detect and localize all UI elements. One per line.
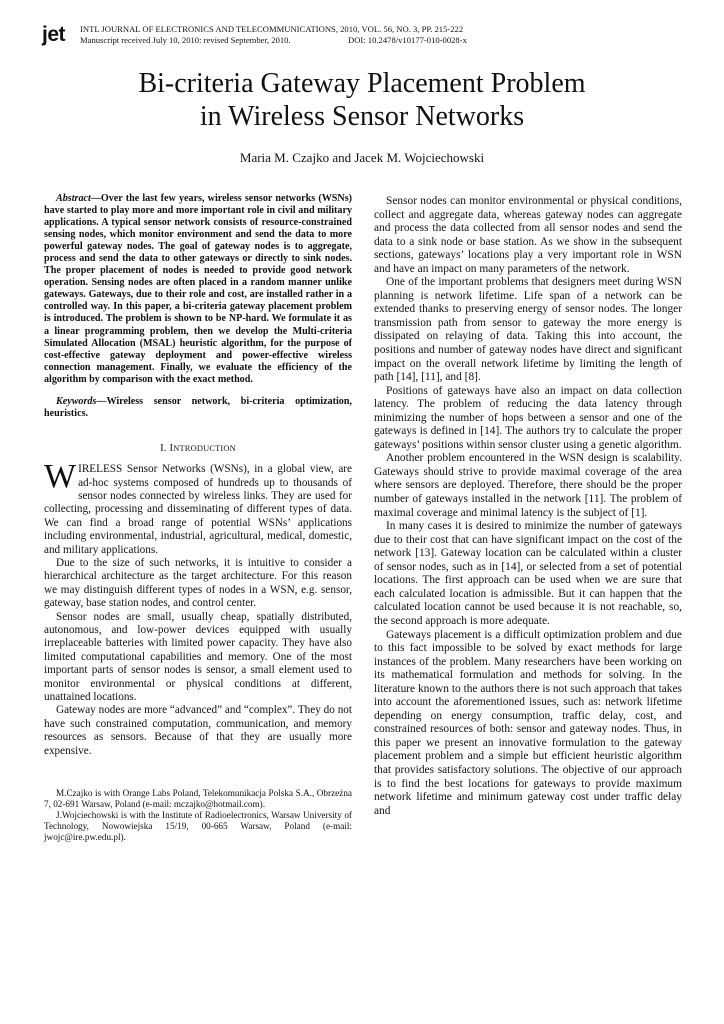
right-paragraph-3: Positions of gateways have also an impact on data collection latency. The problem of reducing the data latency through minimizing the number of hops between a sensor and one of the gateways is defined in [14]. The authors try to calculate the proper gateways’ positions within sensor cluster using a genetic algorithm. (374, 384, 682, 451)
abstract (44, 193, 352, 386)
intro-paragraph-2: Due to the size of such networks, it is intuitive to consider a hierarchical architecture as the target architecture. For this reason we may distinguish different types of nodes in a WSN, e.g. sensor, gateway, base station nodes, and control center. (44, 557, 352, 610)
author-footnotes (44, 788, 352, 843)
journal-citation: INTL JOURNAL OF ELECTRONICS AND TELECOMMUNICATIONS, 2010, VOL. 56, NO. 3, PP. 215-222 (80, 24, 464, 34)
footnote-czajko: M.Czajko is with Orange Labs Poland, Telekomunikacja Polska S.A., Obrzeżna 7, 02-691 Warsaw, Poland (e-mail: mczajko@hotmail.com). (44, 788, 352, 810)
section-title-initial: I (169, 442, 174, 454)
doi: DOI: 10.2478/v10177-010-0028-x (348, 35, 467, 45)
right-paragraph-2: One of the important problems that designers meet during WSN planning is network lifetime. Life span of a network can be extended thanks to preserving energy of sensor nodes. The longer transmission path from sensor to gateway the more energy is dissipated on relaying of data. Taking this into account, the positions and number of gateway nodes have direct and significant impact on the overall network lifetime by limiting the length of path [14], [11], and [8]. (374, 276, 682, 384)
section-title-rest: NTRODUCTION (173, 443, 236, 453)
right-column (374, 195, 682, 818)
right-paragraph-5: In many cases it is desired to minimize the number of gateways due to their cost that can have significant impact on the cost of the network [13]. Gateway location can be calculated within a cluster of sensor nodes, such as in [14], or selected from a set of potential locations. The first approach can be used when we are sure that each calculated location is admissible. But it can happen that the calculated location cannot be used because it is not reachable, so, the second approach is more adequate. (374, 520, 682, 627)
abstract-text: —Over the last few years, wireless sensor networks (WSNs) have started to play more and more important role in civil and military applications. A typical sensor network consists of resource-constrained sensing nodes, which monitor environment and send the data to more powerful gateway nodes. The goal of gateway nodes is to aggregate, process and send the data to other gateways or directly to sink nodes. The proper placement of nodes is needed to provide good network operation. Sensing nodes are often placed in a random manner unlike gateways. Gateways, due to their role and cost, are installed rather in a controlled way. In this paper, a bi-criteria gateway placement problem is introduced. The problem is shown to be NP-hard. We formulate it as a linear programming problem, then we develop the Multi-criteria Simulated Allocation (MSAL) heuristic algorithm, for the purpose of cost-effective gateway deployment and power-effective wireless connection management. Finally, we evaluate the efficiency of the algorithm by comparison with the exact method. (44, 193, 352, 385)
intro-paragraph-1 (44, 458, 352, 557)
left-column (44, 193, 352, 844)
section-number: I. (160, 442, 167, 454)
right-paragraph-6: Gateways placement is a difficult optimization problem and due to this fact impossible to be solved by exact methods for large instances of the problem. Many researchers have been working on its mathematical formulation and methods for solving. In the literature known to the authors there is not such approach that takes into account the aforementioned issues, such as: network lifetime depending on energy consumption, traffic delay, cost, and constrained resources of both: sensor and gateway nodes. Thus, in this paper we present an innovative formulation to the gateway placement problem and a simple but efficient heuristic algorithm that provides satisfactory solutions. The objective of our approach is to find the best locations for gateways to provide maximum network lifetime and minimum gateway cost under traffic delay and (374, 628, 682, 817)
authors: Maria M. Czajko and Jacek M. Wojciechowski (239, 150, 485, 165)
footnote-wojciechowski: J.Wojciechowski is with the Institute of Radioelectronics, Warsaw University of Technology, Nowowiejska 15/19, 00-665 Warsaw, Poland (e-mail: jwojc@ire.pw.edu.pl). (44, 810, 352, 843)
intro-paragraph-3: Sensor nodes are small, usually cheap, spatially distributed, autonomous, and low-power devices equipped with usually irreplaceable batteries with limited power capacity. They have also limited computational capabilities and memory. One of the most important parts of sensor nodes is sensor, a small element used to monitor environmental or physical conditions at different, unattained locations. (44, 610, 352, 704)
keywords-label: Keywords (56, 395, 97, 407)
manuscript-dates: Manuscript received July 10, 2010: revised September, 2010. (80, 35, 291, 45)
keywords-text: —Wireless sensor network, bi-criteria optimization, heuristics. (44, 395, 352, 419)
title-line-2: in Wireless Sensor Networks (199, 101, 525, 132)
intro-paragraph-1-text: IRELESS Sensor Networks (WSNs), in a global view, are ad-hoc systems composed of hundreds up to thousands of sensor nodes connected by wireless links. They are used for collecting, processing and disseminating of different types of data. We can find a broad range of potential WSNs’ applications including environmental, industrial, agricultural, medical, domestic, and military applications. (44, 463, 352, 556)
dropcap: W (44, 458, 77, 496)
keywords (44, 396, 352, 420)
running-header (42, 22, 682, 52)
title-line-1: Bi-criteria Gateway Placement Problem (138, 68, 586, 99)
paper-title (62, 67, 662, 133)
section-heading-introduction (44, 442, 352, 455)
right-paragraph-4: Another problem encountered in the WSN design is scalability. Gateways should strive to provide maximal coverage of the area where sensors are deployed. Therefore, there should be the proper number of gateways installed in the network [11]. The problem of maximal coverage and minimal latency is the subject of [1]. (374, 452, 682, 519)
intro-paragraph-4: Gateway nodes are more “advanced” and “complex”. They do not have such constrained computation, communication, and memory resources as sensors. Because of that they are usually more expensive. (44, 704, 352, 757)
abstract-label: Abstract (56, 193, 91, 204)
journal-logo: jet (42, 23, 66, 46)
right-paragraph-1: Sensor nodes can monitor environmental or physical conditions, collect and aggregate data, whereas gateway nodes can aggregate and process the data collected from all sensor nodes and send the data to a sink node or base station. As we show in the subsequent sections, gateways’ locations play a very important role in WSN and have an impact on many parameters of the network. (374, 195, 682, 275)
